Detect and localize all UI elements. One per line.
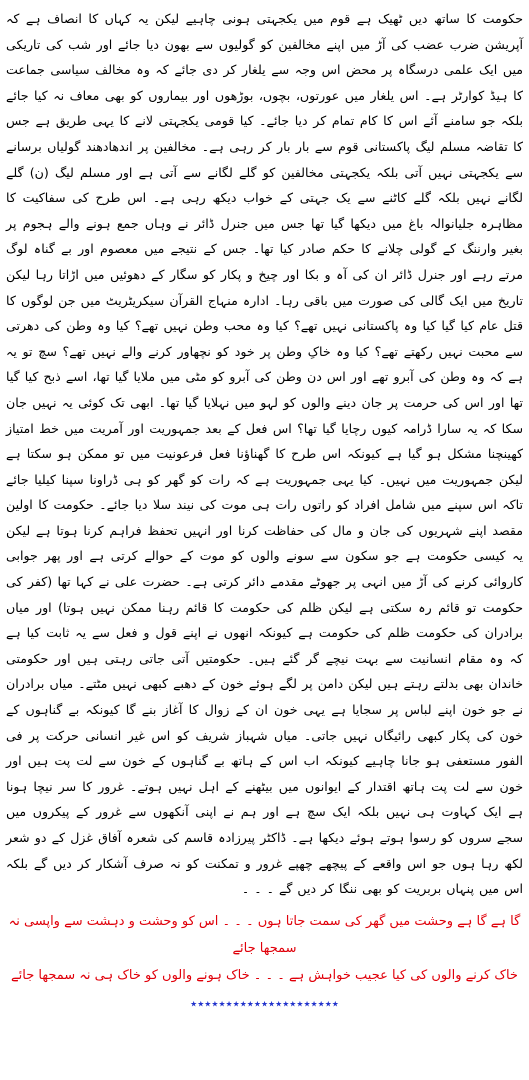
article-body: حکومت کا ساتھ دیں ٹھیک ہے قوم میں یکجہتی ہونی چاہیے لیکن یہ کہاں کا انصاف ہے کہ آپریشن ضرب عضب کی آڑ میں اپنے مخالفین کو گولیوں سے بھون دیا جائے اور شب کی تاریکی میں ایک علمی درسگاہ پر محض اس وجہ سے یلغار کر دی جائے کہ وہ مخالف سیاسی جماعت کا ہیڈ کوارٹر ہے۔ اس یلغار میں عورتوں، بچوں، بوڑھوں اور بیماروں کو بھی معاف نہ کیا جائے بلکہ جو سامنے آئے اس کا کام تمام کر دیا جائے۔ کیا قومی یکجہتی لانے کا یہی طریق ہے جس کا تقاضہ مسلم لیگ پاکستانی قوم سے بار بار کر رہی ہے۔ مخالفین پر اندھادھند گولیاں برسانے سے یکجہتی نہیں آتی بلکہ یکجہتی مخالفین کو گلے لگانے سے آتی ہے اور مسلم لیگ (ن) گلے لگانے نہیں بلکہ گلے کاٹنے سے یک جہتی کے خواب دیکھ رہی ہے۔ اس طرح کی سفاکیت کا مظاہرہ جلیانوالہ باغ میں دیکھا گیا تھا جس میں جنرل ڈائر نے وہاں جمع ہونے والے ہجوم پر بغیر وارننگ کے گولی چلانے کا حکم صادر کیا تھا۔ جس کے نتیجے میں معصوم اور بے گناہ لوگ مرتے رہے اور جنرل ڈائر ان کی آہ و بکا اور چیخ و پکار کو سگار کے دھوئیں میں اڑاتا رہا لیکن تاریخ میں ایک گالی کی صورت میں باقی رہا۔ ادارہ منہاج القرآن سیکریٹریٹ میں جن لوگوں کا قتل عام کیا گیا کیا وہ پاکستانی نہیں تھے؟ کیا وہ محب وطن نہیں تھے؟ کیا وہ وطن کی دھرتی سے محبت نہیں رکھتے تھے؟ کیا وہ خاکِ وطن پر خود کو نچھاور کرنے والے نہیں تھے؟ سچ تو یہ ہے کہ وہ وطن کی آبرو تھے اور اس دن وطن کی آبرو کو مٹی میں ملایا گیا تھا، اسے ذبح کیا گیا تھا اور اس کی حرمت پر جان دینے والوں کو لہو میں نہلایا گیا تھا۔ ابھی تک کوئی یہ نہیں جان سکا کہ یہ سارا ڈرامہ کیوں رچایا گیا تھا؟ اس فعل کے بعد جمہوریت اور آمریت میں خط امتیاز کھینچنا مشکل ہو گیا ہے کیونکہ اس طرح کا گھناؤنا فعل فرعونیت میں تو ممکن ہو سکتا ہے لیکن جمہوریت میں نہیں۔ کیا یہی جمہوریت ہے کہ رات کو گھر کو ہی ڈراونا سپنا کیلیا جائے تاکہ اس سپنے میں شامل افراد کو راتوں رات ہی موت کی نیند سلا دیا جائے۔ حکومت کا اولین مقصد اپنے شہریوں کی جان و مال کی حفاظت کرنا اور انہیں تحفظ فراہم کرنا ہوتا ہے لیکن یہ کیسی حکومت ہے جو سکون سے سونے والوں کو موت کے حوالے کرتی ہے اور پھر جوابی کاروائی کرنے کی آڑ میں انہی پر جھوٹے مقدمے دائر کرتی ہے۔ حضرت علی نے کہا تھا (کفر کی حکومت تو قائم رہ سکتی ہے لیکن ظلم کی حکومت کا قائم رہنا ممکن نہیں ہوتا) اور میاں برادران کی حکومت ظلم کی حکومت ہے کیونکہ انھوں نے اپنے قول و فعل سے یہ ثابت کیا ہے کہ وہ مقام انسانیت سے بہت نیچے گر گئے ہیں۔ حکومتیں آتی جاتی رہتی ہیں اور حکومتی خاندان بھی بدلتے رہتے ہیں لیکن دامن پر لگے ہوئے خون کے دھبے کبھی نہیں مٹتے۔ میاں برادران نے جو خون اپنے لباس پر سجایا ہے یہی خون ان کے زوال کا آغاز بنے گا کیونکہ بے گناہوں کے خون کی پکار کبھی رائیگاں نہیں جاتی۔ میاں شہباز شریف کو اس غیر انسانی حرکت پر فی الفور مستعفی ہو جانا چاہیے کیونکہ اب اس کے ہاتھ بے گناہوں کے خون سے لت پت ہیں اور خون سے لت پت ہاتھ اقتدار کے ایوانوں میں بیٹھنے کے اہل نہیں ہوتے۔ غرور کا سر نیچا ہونا ہے ایک کہاوت ہی نہیں بلکہ ایک سچ ہے اور ہم نے اپنی آنکھوں سے غرور کے پیکروں میں سجے سروں کو رسوا ہوتے ہوئے دیکھا ہے۔ ڈاکٹر پیرزادہ قاسم کی شعرہ آفاق غزل کے دو شعر لکھ رہا ہوں جو اس واقعے کے پیچھے چھپے غرور و تمکنت کو نہ صرف آشکار کر دیں گے بلکہ اس میں پنہاں بربریت کو بھی ننگا کر دیں گے ۔ ۔ ۔ <box>6 11 523 897</box>
poem-verse-2: خاک کرنے والوں کی کیا عجیب خواہش ہے ۔ ۔ ۔ خاک ہونے والوں کو خاک ہی نہ سمجھا جائے <box>11 967 518 983</box>
poem-block <box>6 908 523 989</box>
poem-verse-1: گا ہے گا ہے وحشت میں گھر کی سمت جاتا ہوں ۔ ۔ ۔ اس کو وحشت و دہشت سے واپسی نہ سمجھا جائے <box>8 913 521 956</box>
end-separator: ٭٭٭٭٭٭٭٭٭٭٭٭٭٭٭٭٭٭٭٭٭ <box>190 996 339 1012</box>
